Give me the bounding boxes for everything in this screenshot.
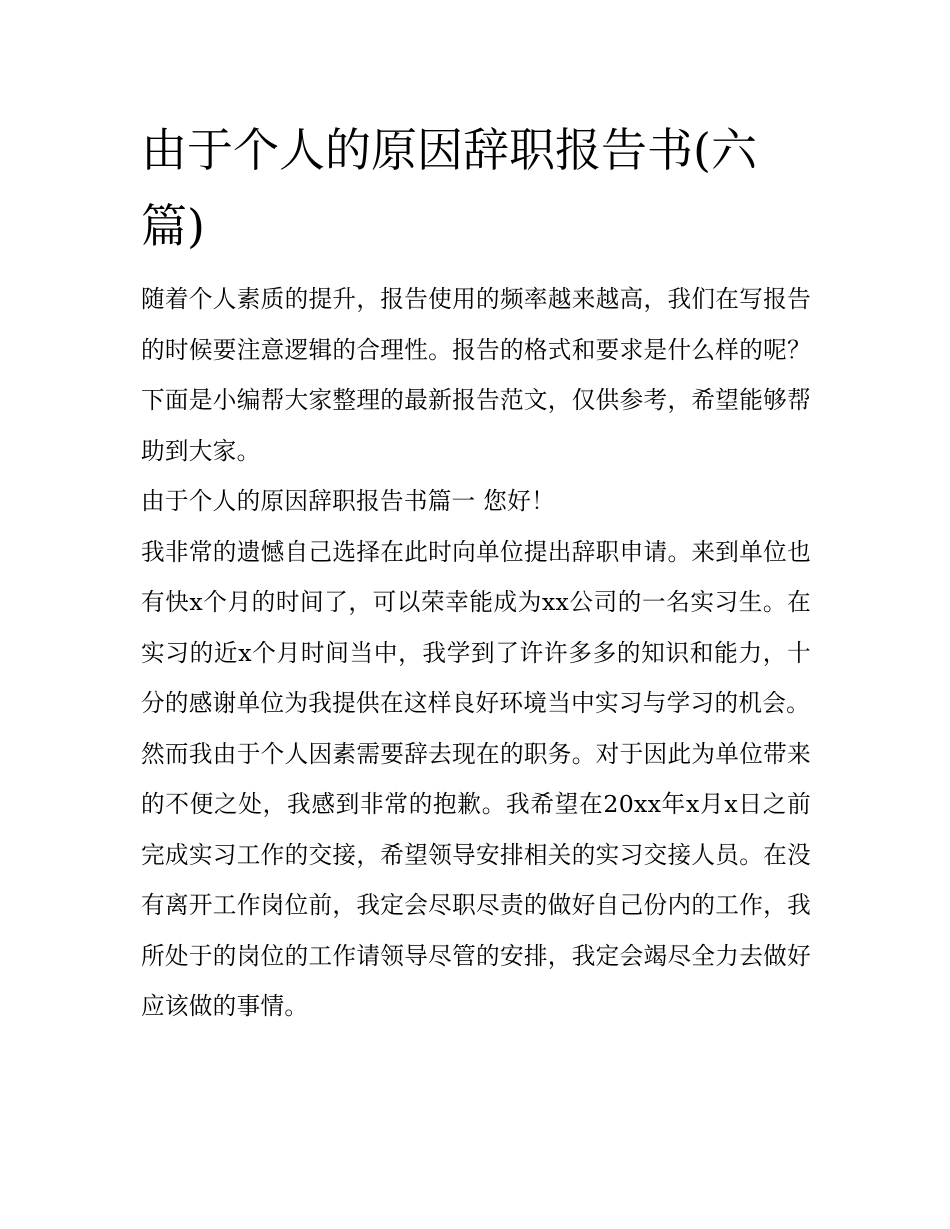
document-body	[141, 112, 811, 1032]
body-paragraph: 我非常的遗憾自己选择在此时向单位提出辞职申请。来到单位也有快x个月的时间了，可以荣幸能成为xx公司的一名实习生。在实习的近x个月时间当中，我学到了许许多多的知识和能力，十分的感谢单位为我提供在这样良好环境当中实习与学习的机会。	[141, 537, 811, 717]
document-title: 由于个人的原因辞职报告书(六篇)	[141, 123, 757, 253]
body-paragraph: 然而我由于个人因素需要辞去现在的职务。对于因此为单位带来的不便之处，我感到非常的抱歉。我希望在20xx年x月x日之前完成实习工作的交接，希望领导安排相关的实习交接人员。在没有离开工作岗位前，我定会尽职尽责的做好自己份内的工作，我所处于的岗位的工作请领导尽管的安排，我定会竭尽全力去做好应该做的事情。	[141, 739, 811, 1020]
intro-paragraph: 随着个人素质的提升，报告使用的频率越来越高，我们在写报告的时候要注意逻辑的合理性。报告的格式和要求是什么样的呢？下面是小编帮大家整理的最新报告范文，仅供参考，希望能够帮助到大家。	[141, 285, 811, 465]
section-heading-greeting: 由于个人的原因辞职报告书篇一 您好！	[141, 487, 555, 515]
